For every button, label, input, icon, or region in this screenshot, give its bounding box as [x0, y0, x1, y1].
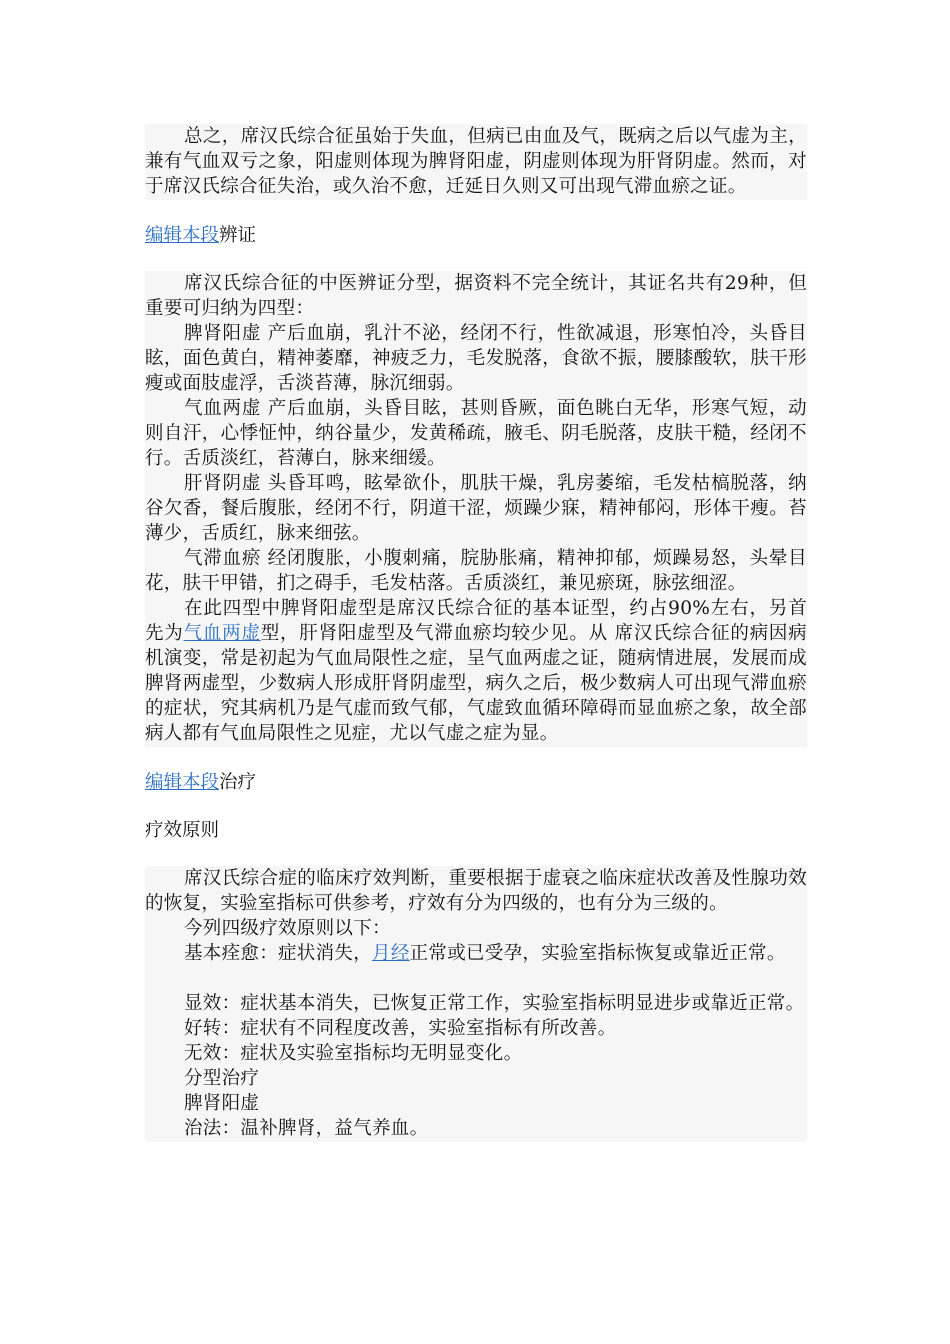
- level-marked-effect: 显效：症状基本消失，已恢复正常工作，实验室指标明显进步或靠近正常。: [184, 993, 805, 1014]
- summary-text-b: 型，肝肾阳虚型及气滞血瘀均较少见。从 席汉氏综合征的病因病机演变，常是初起为气血局限性之症，呈气血两虚之证，随病情进展，发展而成脾肾两虚型，少数病人形成肝肾阴虚型，病久之后，极少数病人可出现气滞血瘀的症状，究其病机乃是气虚而致气郁，气虚致血循环障碍而显血瘀之象，故全部病人都有气血局限性之见症，尤以气虚之症为显。: [145, 623, 807, 744]
- section-title: 治疗: [219, 772, 257, 793]
- type-spleen-kidney-yang-paragraph: 脾肾阳虚 产后血崩，乳汁不泌，经闭不行，性欲减退，形寒怕冷，头昏目眩，面色黄白，精神萎靡，神疲乏力，毛发脱落，食欲不振，腰膝酸软，肤干形瘦或面肢虚浮，舌淡苔薄，脉沉细弱。: [145, 323, 807, 394]
- typed-treatment-heading: 分型治疗: [184, 1068, 260, 1089]
- type-spleen-kidney-yang-heading: 脾肾阳虚: [184, 1093, 260, 1114]
- summary-text-a: 在此四型中脾肾阳虚型是席汉氏综合征的基本证型，约占90%左右，另首先为: [145, 598, 807, 644]
- section-heading-bianzheng: [145, 223, 807, 248]
- level-cured-text-a: 基本痊愈：症状消失，: [184, 943, 373, 964]
- level-ineffective: 无效：症状及实验室指标均无明显变化。: [184, 1043, 523, 1064]
- section-title: 辨证: [219, 225, 257, 246]
- menstruation-link[interactable]: 月经: [372, 943, 410, 964]
- subsection-title: 疗效原则: [145, 818, 807, 843]
- intro-block: [145, 124, 807, 200]
- level-improved: 好转：症状有不同程度改善，实验室指标有所改善。: [184, 1018, 617, 1039]
- treatment-method: 治法：温补脾肾，益气养血。: [184, 1118, 429, 1139]
- zhiliao-block: [145, 866, 807, 1142]
- level-cured: [145, 941, 807, 966]
- efficacy-levels-intro: 今列四级疗效原则以下：: [184, 918, 391, 939]
- bianzheng-block: [145, 271, 807, 747]
- section-heading-zhiliao: [145, 770, 807, 795]
- efficacy-paragraph: 席汉氏综合症的临床疗效判断，重要根据于虚衰之临床症状改善及性腺功效的恢复，实验室指标可供参考，疗效有分为四级的，也有分为三级的。: [145, 868, 807, 914]
- document-body: [145, 0, 807, 1142]
- intro-paragraph: 总之，席汉氏综合征虽始于失血，但病已由血及气，既病之后以气虚为主，兼有气血双亏之象，阳虚则体现为脾肾阳虚，阴虚则体现为肝肾阴虚。然而，对于席汉氏综合征失治，或久治不愈，迁延日久则又可出现气滞血瘀之证。: [145, 126, 807, 197]
- level-cured-text-b: 正常或已受孕，实验室指标恢复或靠近正常。: [409, 943, 786, 964]
- type-qi-stagnation-paragraph: 气滞血瘀 经闭腹胀，小腹刺痛，脘胁胀痛，精神抑郁，烦躁易怒，头晕目花，肤干甲错，扪之碍手，毛发枯落。舌质淡红，兼见瘀斑，脉弦细涩。: [145, 548, 807, 594]
- type-qi-blood-paragraph: 气血两虚 产后血崩，头昏目眩，甚则昏厥，面色眺白无华，形寒气短，动则自汗，心悸怔忡，纳谷量少，发黄稀疏，腋毛、阴毛脱落，皮肤干糙，经闭不行。舌质淡红，苔薄白，脉来细缓。: [145, 398, 807, 469]
- type-summary-paragraph: [145, 596, 807, 746]
- edit-section-link[interactable]: 编辑本段: [145, 772, 220, 793]
- edit-section-link[interactable]: 编辑本段: [145, 225, 220, 246]
- bianzheng-intro-paragraph: 席汉氏综合征的中医辨证分型，据资料不完全统计，其证名共有29种，但重要可归纳为四型：: [145, 273, 807, 319]
- type-liver-kidney-yin-paragraph: 肝肾阴虚 头昏耳鸣，眩晕欲仆，肌肤干燥，乳房萎缩，毛发枯槁脱落，纳谷欠香，餐后腹胀，经闭不行，阴道干涩，烦躁少寐，精神郁闷，形体干瘦。苔薄少，舌质红，脉来细弦。: [145, 473, 807, 544]
- qi-blood-deficiency-link[interactable]: 气血两虚: [183, 623, 261, 644]
